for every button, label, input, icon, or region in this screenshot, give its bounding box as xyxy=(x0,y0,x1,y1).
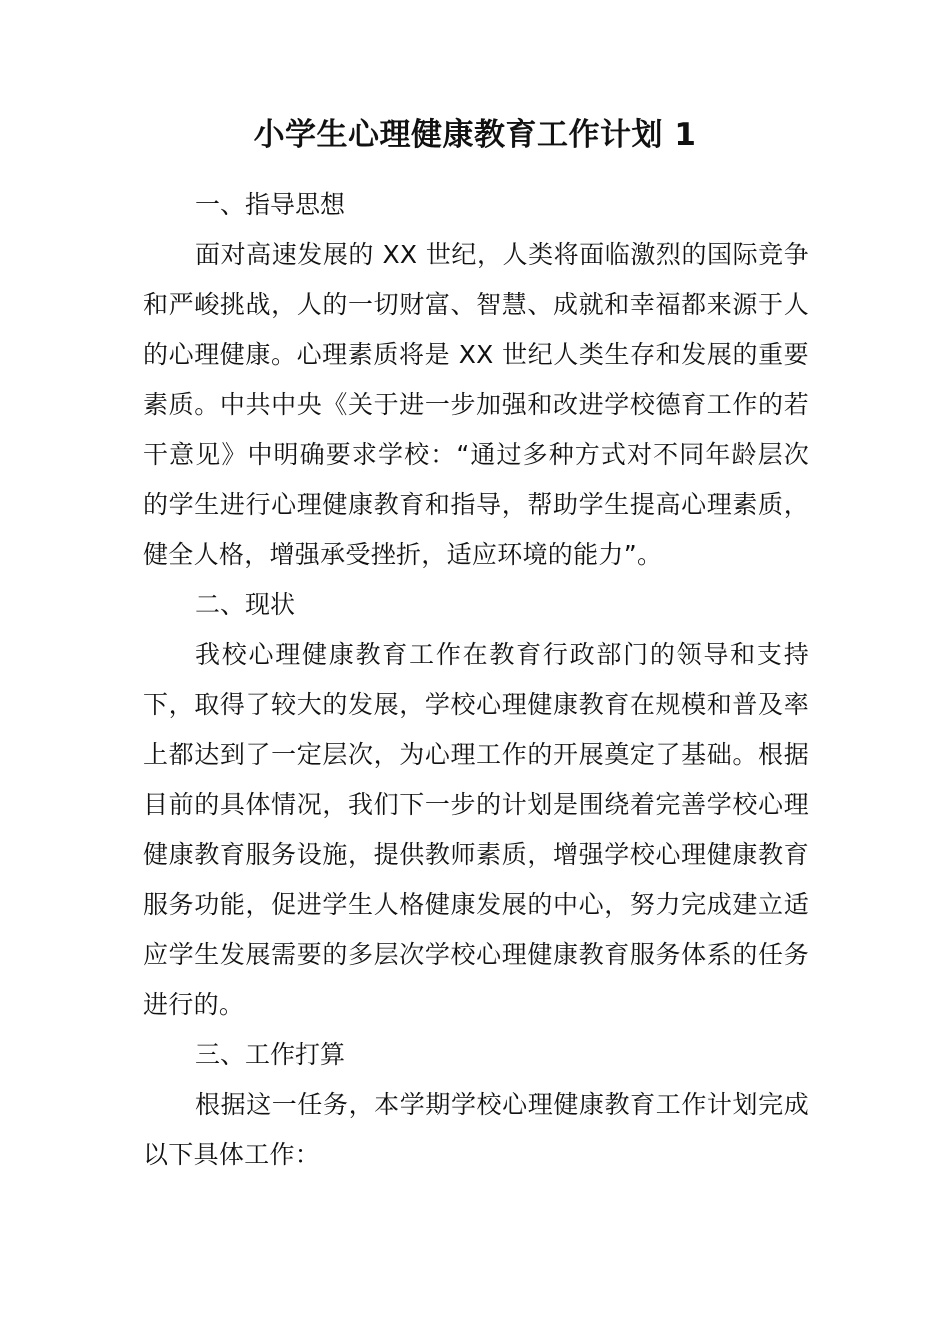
section-paragraph-work-plan: 根据这一任务，本学期学校心理健康教育工作计划完成以下具体工作： xyxy=(143,1090,809,1169)
section-heading-work-plan: 三、工作打算 xyxy=(195,1040,346,1069)
document-body xyxy=(143,180,809,1180)
section-heading-guiding-ideology: 一、指导思想 xyxy=(195,190,346,219)
section-paragraph-current-status: 我校心理健康教育工作在教育行政部门的领导和支持下，取得了较大的发展，学校心理健康教育在规模和普及率上都达到了一定层次，为心理工作的开展奠定了基础。根据目前的具体情况，我们下一步的计划是围绕着完善学校心理健康教育服务设施，提供教师素质，增强学校心理健康教育服务功能，促进学生人格健康发展的中心，努力完成建立适应学生发展需要的多层次学校心理健康教育服务体系的任务进行的。 xyxy=(143,640,809,1019)
section-heading-current-status: 二、现状 xyxy=(195,590,296,619)
document-title: 小学生心理健康教育工作计划 1 xyxy=(253,117,697,153)
section-paragraph-guiding-ideology: 面对高速发展的 XX 世纪，人类将面临激烈的国际竞争和严峻挑战，人的一切财富、智慧、成就和幸福都来源于人的心理健康。心理素质将是 XX 世纪人类生存和发展的重要素质。中共中央《关于进一步加强和改进学校德育工作的若干意见》中明确要求学校：“通过多种方式对不同年龄层次的学生进行心理健康教育和指导，帮助学生提高心理素质，健全人格，增强承受挫折，适应环境的能力”。 xyxy=(143,240,809,569)
